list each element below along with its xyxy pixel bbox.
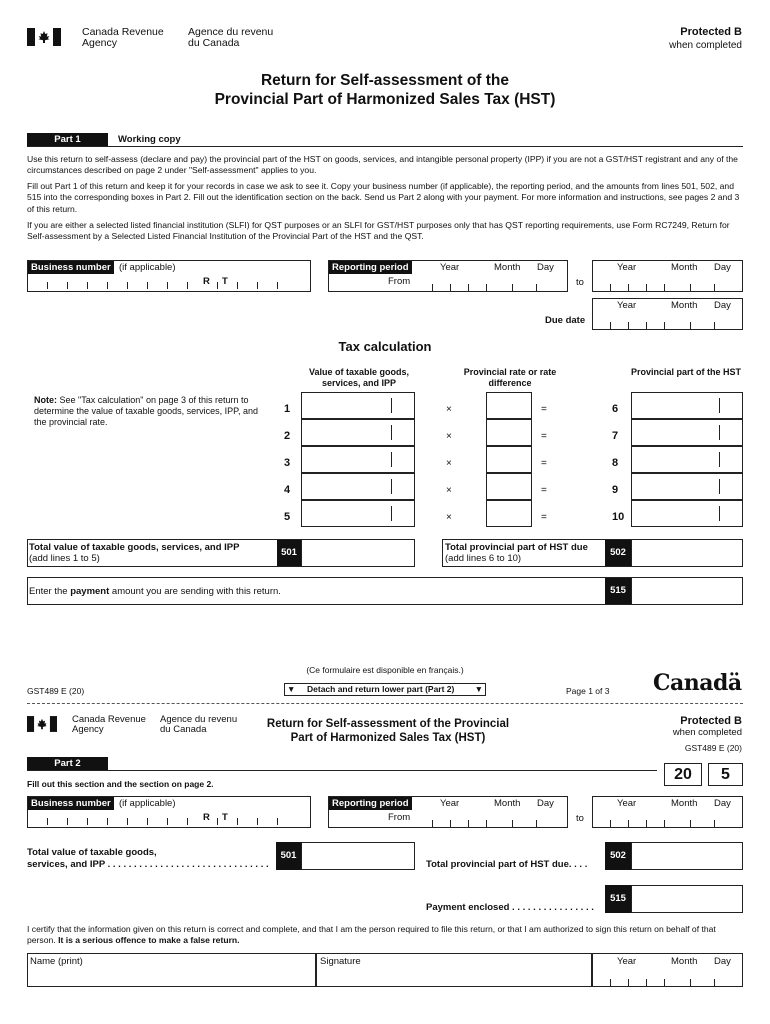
- multiply-sign: ×: [446, 404, 452, 415]
- multiply-sign: ×: [446, 485, 452, 496]
- business-number-hint: (if applicable): [119, 262, 176, 273]
- triangle-down-icon: ▼: [287, 684, 296, 694]
- to-label: to: [576, 277, 584, 288]
- intro-paragraph-2: Fill out Part 1 of this return and keep it for your records in case we ask to see it. Copy your business number (if applicable), the reporting period, and the amounts from lines 501, 502, and 515 into the corresponding boxes in Part 2. Fill out the identification section on the back. Send us Part 2 along with your payment. For more information and instructions, see pages 2 and 3 of this return.: [27, 181, 740, 214]
- page-number: Page 1 of 3: [566, 686, 610, 696]
- line-number-right: 7: [612, 430, 619, 442]
- due-year-label: Year: [617, 300, 637, 311]
- cents-divider: [719, 452, 720, 467]
- to-day-label: Day: [714, 262, 731, 273]
- rt-t-letter: T: [222, 276, 228, 287]
- part2-line-501-label: Total value of taxable goods, services, and IPP . . . . . . . . . . . . . . . . . . . . . . . . . . . . . . .: [27, 847, 269, 870]
- french-availability-note: (Ce formulaire est disponible en français.): [306, 665, 464, 675]
- tax-note: Note: See "Tax calculation" on page 3 of this return to determine the value of taxable goods, services, IPP, and the provincial rate.: [34, 395, 258, 427]
- line-number-left: 4: [284, 484, 291, 496]
- line-number-left: 2: [284, 430, 291, 442]
- year-suffix-box: 5: [708, 763, 743, 786]
- hst-amount-input[interactable]: [631, 392, 743, 419]
- line-501-sub: (add lines 1 to 5): [29, 553, 100, 564]
- detach-instruction: ▼ Detach and return lower part (Part 2) ▼: [284, 683, 486, 696]
- canada-wordmark: Canadä: [653, 670, 742, 696]
- payment-enclosed-label: Payment enclosed . . . . . . . . . . . . . . . .: [426, 902, 594, 913]
- to-month-label-part2: Month: [671, 798, 698, 809]
- rt-t-letter-part2: T: [222, 812, 228, 823]
- cents-divider: [719, 425, 720, 440]
- year-prefix-box: 20: [664, 763, 702, 786]
- cents-divider: [391, 452, 392, 467]
- cents-divider: [391, 425, 392, 440]
- sig-day-label: Day: [714, 956, 731, 967]
- to-month-label: Month: [671, 262, 698, 273]
- to-label-part2: to: [576, 813, 584, 824]
- equals-sign: =: [541, 458, 547, 469]
- business-number-label: Business number: [28, 261, 114, 274]
- tax-calculation-heading: Tax calculation: [338, 339, 432, 354]
- cents-divider: [391, 479, 392, 494]
- canada-flag-icon: [27, 28, 61, 46]
- to-date-ticks: [592, 284, 743, 291]
- month-label: Month: [494, 262, 521, 273]
- cut-line: [27, 703, 743, 704]
- from-label: From: [388, 276, 411, 287]
- taxable-value-input[interactable]: [301, 473, 415, 500]
- business-number-hint-part2: (if applicable): [119, 798, 176, 809]
- agency-name-en-part2: Canada Revenue Agency: [72, 714, 146, 735]
- multiply-sign: ×: [446, 458, 452, 469]
- signature-label: Signature: [320, 956, 361, 967]
- due-date-ticks: [592, 322, 743, 329]
- part2-line-501-input[interactable]: [301, 842, 415, 870]
- due-month-label: Month: [671, 300, 698, 311]
- cents-divider: [719, 506, 720, 521]
- hst-amount-input[interactable]: [631, 446, 743, 473]
- line-number-left: 1: [284, 403, 291, 415]
- part1-label: Part 1: [27, 133, 108, 146]
- name-print-label: Name (print): [30, 956, 83, 967]
- protected-b-label-part2: Protected B when completed GST489 E (20): [672, 715, 742, 753]
- hst-amount-input[interactable]: [631, 419, 743, 446]
- rate-input[interactable]: [486, 473, 532, 500]
- line-number-left: 5: [284, 511, 291, 523]
- rt-r-letter: R: [203, 276, 210, 287]
- from-label-part2: From: [388, 812, 411, 823]
- line-502-sub: (add lines 6 to 10): [445, 553, 522, 564]
- line-number-right: 9: [612, 484, 619, 496]
- part2-line-515-input[interactable]: [631, 885, 743, 913]
- line-number-right: 8: [612, 457, 619, 469]
- part2-title: Return for Self-assessment of the Provincial Part of Harmonized Sales Tax (HST): [266, 718, 510, 744]
- equals-sign: =: [541, 431, 547, 442]
- equals-sign: =: [541, 485, 547, 496]
- year-label-part2: Year: [440, 798, 460, 809]
- certification-text: I certify that the information given on this return is correct and complete, and that I am the person required to file this return, or that I am authorized to sign this return on behalf of that person. It is a serious offence to make a false return.: [27, 924, 716, 946]
- day-label-part2: Day: [537, 798, 554, 809]
- part2-rule: [27, 770, 657, 771]
- taxable-value-input[interactable]: [301, 500, 415, 527]
- sig-month-label: Month: [671, 956, 698, 967]
- part2-line-502-input[interactable]: [631, 842, 743, 870]
- taxable-value-input[interactable]: [301, 419, 415, 446]
- line-501-input[interactable]: [301, 539, 415, 567]
- col-rate-header: Provincial rate or rate difference: [463, 367, 557, 388]
- part1-rule: [27, 146, 743, 147]
- month-label-part2: Month: [494, 798, 521, 809]
- taxable-value-input[interactable]: [301, 446, 415, 473]
- equals-sign: =: [541, 512, 547, 523]
- line-501-label: Total value of taxable goods, services, and IPP: [29, 542, 240, 553]
- cents-divider: [719, 398, 720, 413]
- multiply-sign: ×: [446, 431, 452, 442]
- canada-flag-icon: [27, 716, 57, 732]
- rate-input[interactable]: [486, 446, 532, 473]
- line-515-number: 515: [605, 578, 631, 604]
- protected-b-label: Protected B when completed: [669, 26, 742, 51]
- line-501-number: 501: [277, 540, 301, 566]
- cents-divider: [719, 479, 720, 494]
- to-year-label-part2: Year: [617, 798, 637, 809]
- year-label: Year: [440, 262, 460, 273]
- part2-line-501-number: 501: [276, 842, 301, 870]
- line-502-input[interactable]: [631, 539, 743, 567]
- working-copy-label: Working copy: [118, 134, 181, 145]
- equals-sign: =: [541, 404, 547, 415]
- taxable-value-input[interactable]: [301, 392, 415, 419]
- from-date-ticks: [414, 284, 568, 291]
- part2-instruction: Fill out this section and the section on page 2.: [27, 779, 214, 789]
- part2-line-502-number: 502: [605, 842, 631, 870]
- form-number: GST489 E (20): [27, 686, 85, 696]
- page-title: Return for Self-assessment of the Provincial Part of Harmonized Sales Tax (HST): [214, 72, 556, 108]
- bn-tick-marks-part2: [27, 818, 311, 825]
- to-day-label-part2: Day: [714, 798, 731, 809]
- triangle-down-icon: ▼: [474, 684, 483, 694]
- agency-name-fr: Agence du revenu du Canada: [188, 26, 274, 49]
- reporting-period-label: Reporting period: [329, 261, 412, 274]
- sig-year-label: Year: [617, 956, 637, 967]
- bn-tick-marks: [27, 282, 311, 289]
- cents-divider: [391, 398, 392, 413]
- part2-line-502-label: Total provincial part of HST due. . . .: [426, 859, 588, 870]
- hst-amount-input[interactable]: [631, 473, 743, 500]
- multiply-sign: ×: [446, 512, 452, 523]
- line-number-left: 3: [284, 457, 291, 469]
- day-label: Day: [537, 262, 554, 273]
- line-515-label: Enter the payment amount you are sending with this return.: [29, 586, 281, 597]
- col-hst-header: Provincial part of the HST: [630, 367, 742, 377]
- rate-input[interactable]: [486, 392, 532, 419]
- cents-divider: [391, 506, 392, 521]
- agency-name-en: Canada Revenue Agency: [82, 26, 164, 49]
- to-date-ticks-part2: [592, 820, 743, 827]
- rt-r-letter-part2: R: [203, 812, 210, 823]
- line-515-input[interactable]: [631, 577, 743, 605]
- rate-input[interactable]: [486, 500, 532, 527]
- sig-date-ticks: [592, 979, 743, 986]
- part2-label: Part 2: [27, 757, 108, 770]
- line-502-number: 502: [605, 540, 631, 566]
- part2-line-515-number: 515: [605, 885, 631, 913]
- line-number-right: 6: [612, 403, 619, 415]
- to-year-label: Year: [617, 262, 637, 273]
- line-502-label: Total provincial part of HST due: [445, 542, 588, 553]
- due-date-label: Due date: [545, 315, 586, 326]
- line-number-right: 10: [612, 511, 625, 523]
- reporting-period-label-part2: Reporting period: [329, 797, 412, 810]
- due-day-label: Day: [714, 300, 731, 311]
- col-value-header: Value of taxable goods, services, and IPP: [308, 367, 410, 388]
- intro-paragraph-1: Use this return to self-assess (declare and pay) the provincial part of the HST on goods, services, and intangible personal property (IPP) if you are not a GST/HST registrant and any of the circumstances described on page 2 under "Self-assessment" applies to you.: [27, 154, 738, 176]
- agency-name-fr-part2: Agence du revenu du Canada: [160, 714, 238, 735]
- intro-paragraph-3: If you are either a selected listed financial institution (SLFI) for QST purposes or an SLFI for GST/HST purposes only that has QST reporting requirements, use Form RC7249, Return for Self-assessment by a Selected Listed Financial Institution of the Provincial Part of the HST and the QST.: [27, 220, 730, 242]
- rate-input[interactable]: [486, 419, 532, 446]
- from-date-ticks-part2: [414, 820, 568, 827]
- business-number-label-part2: Business number: [28, 797, 114, 810]
- hst-amount-input[interactable]: [631, 500, 743, 527]
